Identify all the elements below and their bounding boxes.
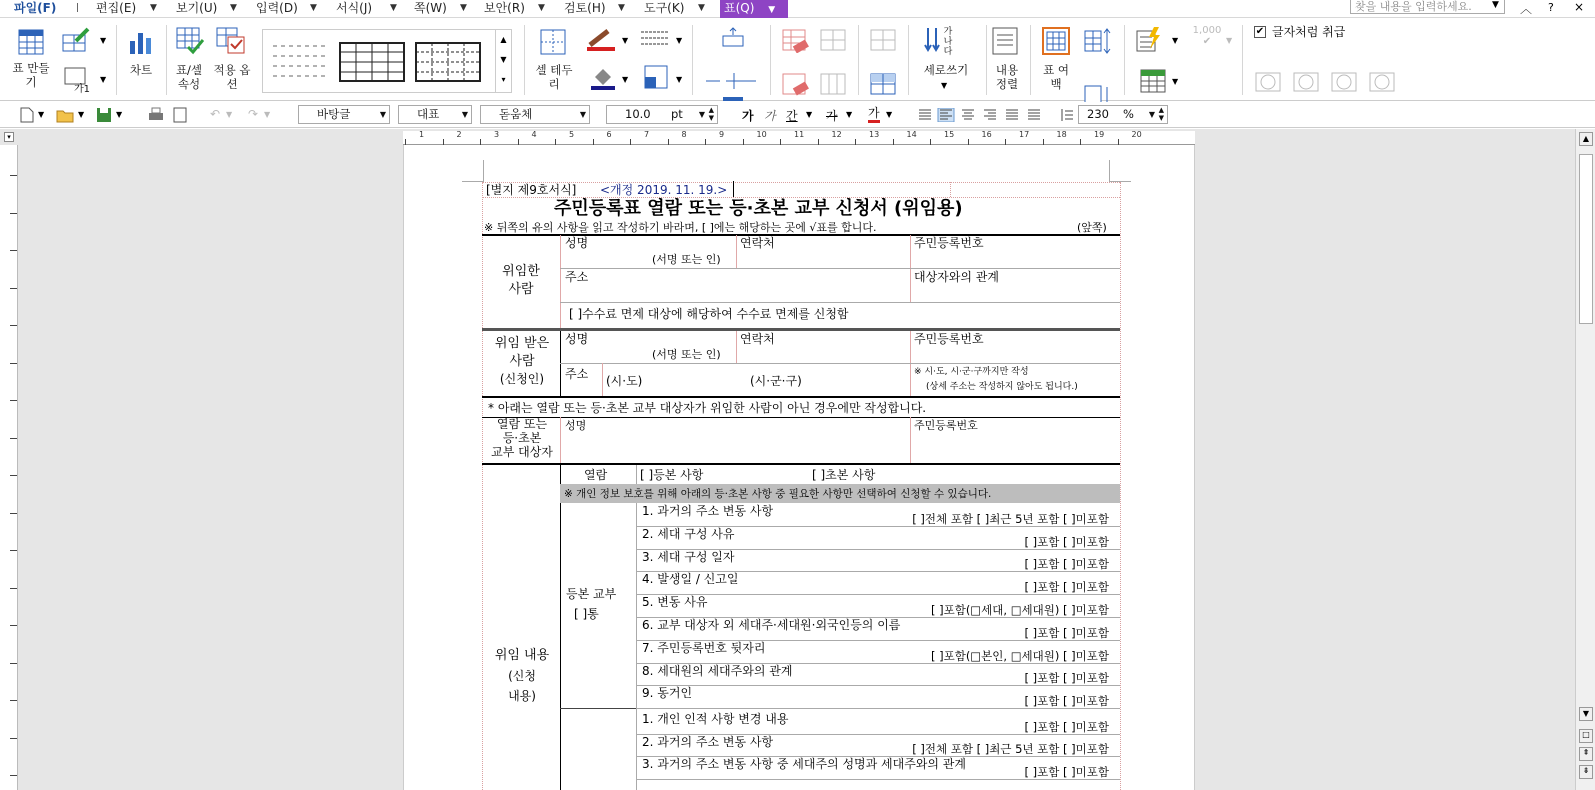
cell-shade-icon[interactable] (644, 65, 668, 89)
delegator-rrn-label: 주민등록번호 (914, 236, 984, 250)
cell-border (636, 465, 637, 484)
cell-border (560, 417, 561, 463)
target-rrn-label: 주민등록번호 (914, 419, 978, 432)
ruler-number: 14 (906, 130, 917, 139)
border-style-icon[interactable] (640, 29, 670, 49)
chevron-down-icon[interactable]: ▼ (150, 3, 157, 13)
search-input[interactable]: 찾을 내용을 입력하세요. (1350, 0, 1505, 14)
style-select[interactable] (298, 105, 390, 124)
split-cell-icon[interactable] (870, 73, 896, 95)
menu-page[interactable]: 쪽(W) (414, 1, 447, 15)
chevron-down-icon[interactable]: ▼ (1172, 77, 1179, 86)
issue-item-label: 5. 변동 사유 (642, 595, 708, 610)
cell-border (636, 779, 1120, 780)
save-icon[interactable] (96, 107, 112, 123)
chevron-down-icon[interactable]: ▼ (886, 110, 893, 119)
issue-item-options[interactable]: [ ]전체 포함 [ ]최근 5년 포함 [ ]미포함 (912, 511, 1109, 526)
issue-item-label: 6. 교부 대상자 외 세대주·세대원·외국인등의 이름 (642, 618, 901, 632)
format-toolbar (0, 102, 1595, 128)
open-folder-icon[interactable] (56, 107, 74, 123)
horizontal-ruler (403, 131, 1195, 145)
apply-options-label[interactable]: 적용 옵션 (213, 63, 251, 91)
delete-row-icon[interactable] (782, 29, 810, 53)
separator (116, 25, 117, 95)
cell-border (736, 235, 737, 268)
ruler-number: 12 (831, 130, 842, 139)
formula-icon[interactable] (1136, 25, 1164, 53)
print-preview-icon[interactable] (172, 107, 188, 123)
strike-button[interactable]: 가 (826, 109, 838, 123)
view-abstract-option[interactable]: [ ]초본 사항 (812, 468, 876, 482)
issue-item-options[interactable]: [ ]포함 [ ]미포함 (1024, 694, 1109, 709)
table-margin-label[interactable]: 표 여백 (1043, 63, 1069, 91)
chevron-down-icon[interactable]: ▼ (116, 110, 123, 119)
chevron-down-icon[interactable]: ▼ (226, 110, 233, 119)
vertical-write-label[interactable]: 세로쓰기 (923, 63, 969, 77)
ruler-tick (10, 588, 17, 589)
ruler-tick (10, 438, 17, 439)
cell-height-icon[interactable] (1084, 27, 1112, 55)
ruler-tick (10, 400, 17, 401)
ruler-tick (10, 325, 17, 326)
target-label-2: 등·초본 (502, 431, 542, 445)
issue-item-options[interactable]: [ ]포함 [ ]미포함 (1024, 671, 1109, 686)
chevron-down-icon: ▼ (579, 110, 586, 119)
content-align-icon[interactable] (992, 27, 1018, 55)
print-icon[interactable] (148, 107, 164, 123)
table-props-icon[interactable] (176, 27, 204, 55)
chevron-down-icon[interactable]: ▼ (310, 3, 317, 13)
chevron-down-icon[interactable]: ▼ (1172, 36, 1179, 45)
ribbon (0, 19, 1595, 101)
font-select[interactable] (480, 105, 590, 124)
chevron-down-icon[interactable]: ▼ (100, 75, 107, 84)
separator (770, 25, 771, 95)
ruler-number: 1 (419, 130, 425, 139)
issue-item-label: 2. 세대 구성 사유 (642, 526, 735, 541)
abstract-item-options[interactable]: [ ]포함 [ ]미포함 (1024, 764, 1109, 779)
abstract-item-options[interactable]: [ ]포함 [ ]미포함 (1024, 719, 1109, 734)
ruler-tick (10, 175, 17, 176)
copy-issue-label: 등본 교부 (566, 587, 617, 601)
privacy-note-row (560, 484, 1120, 503)
issue-item-options[interactable]: [ ]포함 [ ]미포함 (1024, 580, 1109, 595)
close-icon[interactable]: × (1574, 0, 1585, 14)
cell-border (602, 363, 603, 397)
font-color-button[interactable]: 가 (868, 106, 880, 123)
merge-cell-icon[interactable] (870, 29, 896, 51)
chevron-down-icon[interactable]: ▼ (264, 110, 271, 119)
chevron-down-icon[interactable]: ▼ (538, 3, 545, 13)
chevron-down-icon[interactable]: ▼ (806, 110, 813, 119)
ruler-tick (10, 625, 17, 626)
menu-insert[interactable]: 입력(D) (256, 1, 298, 15)
new-document-icon[interactable] (20, 107, 34, 123)
ruler-number: 6 (606, 130, 612, 139)
ruler-number: 4 (531, 130, 537, 139)
ruler-number: 8 (681, 130, 687, 139)
number-format-value: 1,000 (1192, 25, 1222, 36)
next-page-icon[interactable]: ⇟ (1579, 765, 1593, 779)
separator (1124, 25, 1125, 95)
chevron-down-icon: ▼ (768, 5, 776, 15)
target-label-3: 교부 대상자 (491, 445, 553, 459)
chevron-down-icon: ▼ (698, 110, 705, 119)
chevron-down-icon[interactable]: ▼ (460, 3, 467, 13)
spinner-icon: ▲ ▼ (1158, 106, 1164, 122)
chevron-down-icon[interactable]: ▼ (618, 3, 625, 13)
vertical-scrollbar[interactable] (1575, 129, 1595, 790)
margin-mark (1109, 160, 1131, 182)
issue-item-label: 7. 주민등록번호 뒷자리 (642, 640, 766, 655)
table-props-label[interactable]: 표/셀 속성 (175, 63, 203, 91)
delegatee-sign-label: (서명 또는 인) (652, 348, 721, 361)
separator: | (76, 3, 80, 13)
table-grid-icon[interactable] (18, 29, 44, 55)
bold-button[interactable]: 가 (742, 109, 754, 123)
cell-border (482, 182, 1120, 183)
italic-button[interactable]: 가 (764, 109, 776, 123)
table-style-gallery[interactable] (262, 29, 512, 93)
line-spacing-icon[interactable] (1060, 108, 1074, 122)
ruler-toggle[interactable]: ▾ (4, 132, 14, 142)
margin-mark (462, 160, 484, 182)
underline-button[interactable]: 간 (786, 109, 798, 123)
target-name-label: 성명 (565, 419, 587, 432)
copies-count[interactable]: [ ]통 (574, 607, 599, 621)
chevron-down-icon[interactable]: ▼ (230, 3, 237, 13)
menu-edit[interactable]: 편집(E) (96, 1, 137, 15)
issue-item-label: 8. 세대원의 세대주와의 관계 (642, 663, 793, 678)
style-value: 바탕글 (317, 107, 351, 121)
menu-table[interactable] (720, 0, 788, 18)
issue-item-label: 3. 세대 구성 일자 (642, 549, 735, 564)
delegatee-address-label: 주소 (565, 367, 589, 381)
revision-date: <개정 2019. 11. 19.> (600, 183, 728, 197)
issue-item-options[interactable]: [ ]포함(□세대, □세대원) [ ]미포함 (930, 603, 1109, 617)
chevron-down-icon[interactable]: ▼ (1226, 36, 1233, 45)
page-view-icon[interactable]: □ (1579, 729, 1593, 743)
table-style-double[interactable] (415, 42, 481, 82)
erase-cell-icon[interactable] (782, 73, 810, 97)
border-color-icon[interactable] (586, 27, 616, 53)
cell-border (560, 363, 1120, 364)
treat-as-char-label: 글자처럼 취급 (1272, 25, 1346, 39)
text-cursor (733, 181, 734, 197)
abstract-item-label: 2. 과거의 주소 변동 사항 (642, 734, 774, 749)
issue-item-label: 4. 발생일 / 신고일 (642, 572, 739, 587)
help-icon[interactable]: ? (1548, 1, 1554, 14)
alignment-icons[interactable] (918, 108, 1048, 122)
table-style-grid[interactable] (339, 42, 405, 82)
separator (524, 25, 525, 95)
cell-border (636, 708, 1120, 709)
ruler-number: 10 (756, 130, 767, 139)
separator (692, 25, 693, 95)
chevron-down-icon[interactable]: ▼ (38, 110, 45, 119)
cell-border (636, 594, 1120, 595)
deleg-content-label-2: (신청 (508, 669, 536, 683)
chevron-down-icon[interactable]: ▼ (1492, 0, 1499, 10)
cell-border (636, 685, 1120, 686)
redo-icon[interactable]: ↷ (248, 107, 259, 121)
font-value: 돋움체 (499, 107, 533, 121)
cell-border (636, 503, 637, 790)
separator (1030, 25, 1031, 95)
chevron-down-icon[interactable]: ▼ (846, 110, 853, 119)
delegator-address-label: 주소 (565, 270, 589, 284)
menu-file[interactable]: 파일(F) (14, 1, 57, 15)
ruler-tick (10, 738, 17, 739)
separator (166, 25, 167, 95)
issue-item-options[interactable]: [ ]포함 [ ]미포함 (1024, 625, 1109, 640)
view-label: 열람 (584, 468, 608, 482)
delegatee-contact-label: 연락처 (740, 332, 775, 346)
form-number: [별지 제9호서식] (486, 183, 577, 197)
form-title: 주민등록표 열람 또는 등·초본 교부 신청서 (위임용) (554, 198, 963, 219)
address-note-1: ※ 시·도, 시·군·구까지만 작성 (914, 367, 1029, 377)
ruler-number: 18 (1056, 130, 1067, 139)
menu-view[interactable]: 보기(U) (176, 1, 218, 15)
cell-border (482, 182, 483, 790)
gallery-scroll[interactable]: ▲ ▼ ▾ (495, 30, 511, 92)
ruler-number: 13 (869, 130, 880, 139)
calc-sheet-icon[interactable] (1140, 69, 1166, 93)
font-size-input[interactable] (606, 105, 718, 124)
ruler-tick (10, 475, 17, 476)
issue-item-options[interactable]: [ ]포함(□본인, □세대원) [ ]미포함 (930, 648, 1109, 663)
menu-review[interactable]: 검토(H) (564, 1, 606, 15)
cell-border (736, 331, 737, 363)
delegator-label: 위임한 사람 (502, 264, 540, 297)
fill-color-icon[interactable] (590, 65, 616, 91)
table-border (482, 463, 1120, 465)
menu-security[interactable]: 보안(R) (484, 1, 525, 15)
cell-border-icon[interactable] (540, 29, 566, 55)
vertical-glyph: 가 나 다 (943, 27, 953, 57)
issue-item-options[interactable]: [ ]포함 [ ]미포함 (1024, 534, 1109, 549)
ruler-tick (10, 550, 17, 551)
table-border (482, 328, 1120, 331)
cell-border (560, 268, 1120, 269)
ga1-label: 가1 (73, 84, 91, 95)
deleg-content-label-1: 위임 내용 (494, 648, 550, 663)
delegatee-label-3: (신청인) (499, 372, 545, 386)
scroll-thumb[interactable] (1579, 154, 1593, 324)
language-value: 대표 (417, 107, 440, 121)
delete-col-icon[interactable] (820, 29, 846, 53)
ruler-tick (10, 775, 17, 776)
issue-item-options[interactable]: [ ]포함 [ ]미포함 (1024, 557, 1109, 572)
sido-label: (시·도) (606, 374, 643, 388)
delegator-relation-label: 대상자와의 관계 (914, 270, 999, 284)
table-border (482, 396, 1120, 398)
chevron-down-icon[interactable]: ▼ (78, 110, 85, 119)
ruler-tick (10, 700, 17, 701)
cell-border (950, 182, 951, 197)
sigungu-label: (시·군·구) (750, 374, 802, 388)
abstract-item-options[interactable]: [ ]전체 포함 [ ]최근 5년 포함 [ ]미포함 (912, 742, 1109, 756)
cell-border (1120, 182, 1121, 790)
cell-border (560, 465, 561, 790)
middle-note: * 아래는 열람 또는 등·초본 교부 대상자가 위임한 사람이 아닌 경우에만 작성합니다. (488, 401, 927, 415)
scroll-down-icon[interactable]: ▼ (1579, 707, 1593, 721)
insert-row-below-icon[interactable] (722, 97, 744, 101)
chevron-down-icon[interactable]: ▼ (941, 81, 948, 90)
vertical-ruler (0, 145, 18, 790)
separator (858, 25, 859, 95)
cell-border (560, 331, 561, 397)
undo-icon[interactable]: ↶ (210, 107, 221, 121)
separator (986, 25, 987, 95)
ruler-number: 9 (719, 130, 725, 139)
separator (908, 25, 909, 95)
menu-table-label: 표(Q) (724, 1, 755, 15)
chart-label[interactable]: 차트 (129, 63, 153, 77)
ruler-number: 2 (456, 130, 462, 139)
delegatee-label-1: 위임 받은 (494, 336, 550, 351)
ruler-number: 17 (1019, 130, 1030, 139)
chevron-down-icon[interactable]: ▼ (622, 36, 629, 45)
ruler-tick (10, 513, 17, 514)
address-note-2: (상세 주소는 작성하지 않아도 됩니다.) (926, 382, 1078, 392)
view-copy-option[interactable]: [ ]등본 사항 (640, 468, 704, 482)
chevron-down-icon[interactable]: ▼ (676, 75, 683, 84)
chevron-down-icon: ▼ (379, 110, 386, 119)
table-make-label[interactable]: 표 만들기 (12, 61, 50, 89)
abstract-item-label: 3. 과거의 주소 변동 사항 중 세대주의 성명과 세대주와의 관계 (642, 757, 966, 771)
fee-exempt-checkbox[interactable]: [ ]수수료 면제 대상에 해당하여 수수료 면제를 신청함 (569, 307, 849, 321)
deleg-content-label-3: 내용) (508, 689, 536, 703)
menu-bar (0, 0, 1595, 18)
menu-tools[interactable]: 도구(K) (644, 1, 685, 15)
insert-cols-icon[interactable] (704, 71, 766, 91)
ruler-tick (10, 250, 17, 251)
chevron-down-icon[interactable]: ▼ (390, 3, 397, 13)
language-select[interactable] (398, 105, 472, 124)
font-size-unit: pt (671, 107, 683, 121)
table-style-plain[interactable] (271, 42, 331, 82)
cell-border (560, 302, 1120, 303)
chevron-down-icon[interactable]: ▼ (100, 36, 107, 45)
ruler-number: 20 (1131, 130, 1142, 139)
font-size-value: 10.0 (625, 107, 651, 121)
ruler-tick (10, 213, 17, 214)
prev-page-icon[interactable]: ⇞ (1579, 747, 1593, 761)
cell-border (910, 417, 911, 463)
privacy-note: ※ 개인 정보 보호를 위해 아래의 등·초본 사항 중 필요한 사항만 선택하여 신청할 수 있습니다. (564, 488, 992, 500)
ruler-number: 11 (794, 130, 805, 139)
spinner-icon: ▲ ▼ (708, 106, 714, 122)
issue-item-label: 1. 과거의 주소 변동 사항 (642, 504, 774, 518)
chevron-down-icon[interactable]: ▼ (676, 36, 683, 45)
ruler-number: 7 (644, 130, 650, 139)
insert-row-above-icon[interactable] (722, 27, 744, 47)
ruler-tick (10, 288, 17, 289)
ruler-number: 3 (494, 130, 500, 139)
vertical-write-icon[interactable] (924, 27, 940, 53)
table-draw-icon[interactable] (62, 27, 90, 53)
ruler-number: 5 (569, 130, 575, 139)
apply-options-icon[interactable] (216, 27, 246, 55)
text-wrap-icons[interactable] (1254, 69, 1404, 95)
cell-border-label[interactable]: 셀 테두리 (535, 63, 573, 91)
delegator-name-label: 성명 (565, 236, 589, 250)
treat-as-char-checkbox[interactable]: ✔ (1255, 26, 1265, 37)
chevron-down-icon: ▼ (1148, 110, 1155, 119)
delegatee-label-2: 사람 (509, 354, 535, 369)
cell-border (910, 331, 911, 397)
target-label-1: 열람 또는 (496, 417, 548, 431)
menu-format[interactable]: 서식(J) (336, 1, 373, 15)
ruler-tick (10, 663, 17, 664)
ruler-tick (10, 363, 17, 364)
delegator-contact-label: 연락처 (740, 236, 775, 250)
front-label: (앞쪽) (1077, 221, 1107, 234)
chevron-down-icon: ▼ (461, 110, 468, 119)
delegatee-rrn-label: 주민등록번호 (914, 332, 984, 346)
top-note: ※ 뒤쪽의 유의 사항을 읽고 작성하기 바라며, [ ]에는 해당하는 곳에 √표를 합니다. (484, 221, 877, 234)
abstract-item-label: 1. 개인 인적 사항 변경 내용 (642, 712, 789, 726)
table-border (482, 417, 1120, 418)
split-col-icon[interactable] (820, 73, 846, 97)
table-margin-icon[interactable] (1042, 27, 1070, 55)
chevron-down-icon[interactable]: ▼ (622, 75, 629, 84)
ruler-number: 19 (1094, 130, 1105, 139)
chart-icon[interactable] (128, 29, 154, 55)
number-format-button[interactable]: 1,000 ✔ (1192, 25, 1222, 47)
content-align-label[interactable]: 내용 정렬 (995, 63, 1019, 91)
collapse-ribbon-icon[interactable]: ︿ (1520, 2, 1533, 16)
issue-item-label: 9. 동거인 (642, 686, 693, 701)
scroll-up-icon[interactable]: ▲ (1579, 132, 1593, 146)
document-page[interactable] (403, 145, 1195, 790)
ruler-number: 16 (981, 130, 992, 139)
chevron-down-icon[interactable]: ▼ (698, 3, 705, 13)
delegatee-name-label: 성명 (565, 332, 589, 346)
separator (1242, 25, 1243, 95)
ruler-number: 15 (944, 130, 955, 139)
zoom-value: 230 (1087, 107, 1109, 121)
zoom-input[interactable] (1078, 105, 1168, 124)
cell-border (560, 235, 561, 331)
zoom-unit: % (1123, 107, 1134, 121)
delegator-sign-label: (서명 또는 인) (652, 253, 721, 266)
